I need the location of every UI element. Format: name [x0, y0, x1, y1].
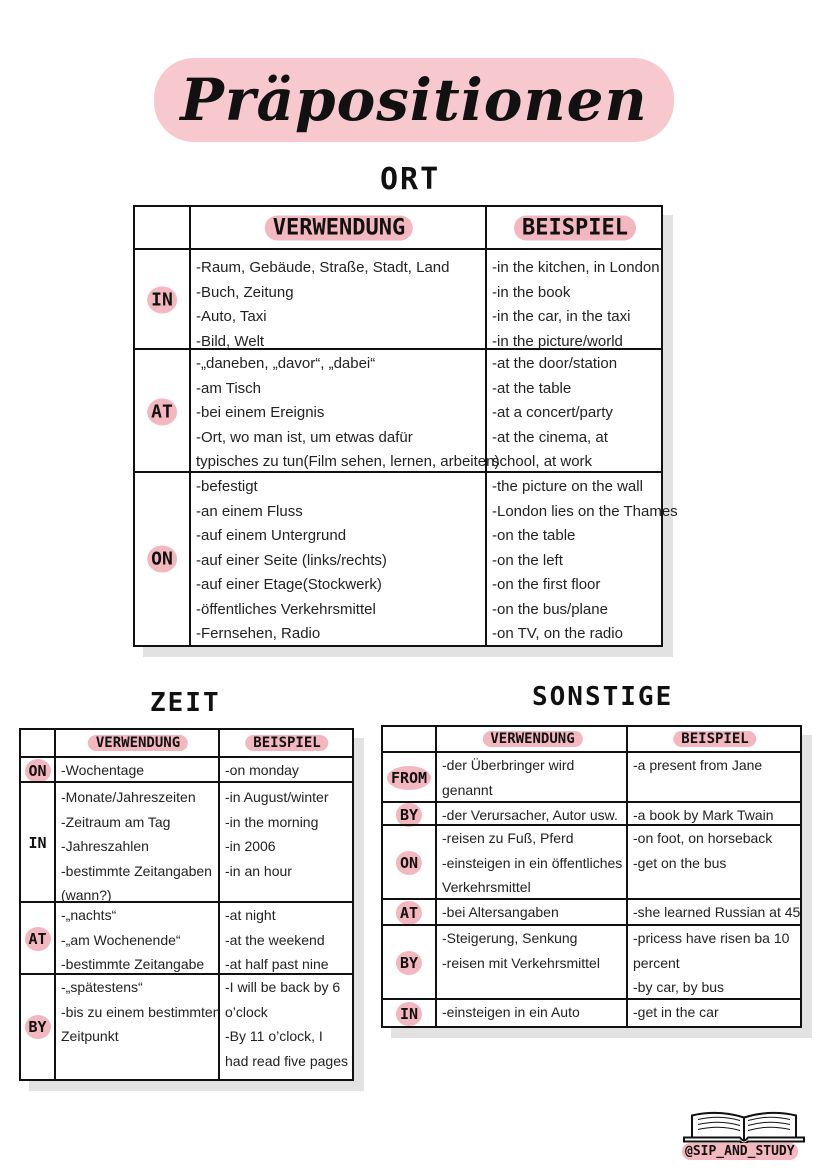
- table-ort: [133, 205, 678, 647]
- page-title: Präpositionen: [154, 58, 673, 142]
- usage-line: -öffentliches Verkehrsmittel: [196, 600, 376, 618]
- usage-list: [442, 926, 626, 975]
- preposition-cell: [135, 473, 189, 645]
- example-line: -at night: [225, 907, 276, 923]
- example-cell: [626, 826, 802, 900]
- preposition-cell: [383, 803, 435, 826]
- example-cell: [626, 753, 802, 803]
- usage-line: -Buch, Zeitung: [196, 283, 294, 301]
- example-line: -get on the bus: [633, 854, 727, 871]
- usage-line: Verkehrsmittel: [442, 879, 531, 895]
- usage-line: -bei einem Ereignis: [196, 404, 325, 421]
- example-line: -on the bus/plane: [492, 600, 608, 618]
- example-cell: [218, 783, 354, 903]
- example-line: -in the car, in the taxi: [492, 308, 631, 325]
- usage-line: -Monate/Jahreszeiten: [61, 789, 196, 805]
- example-line: -in the picture/world: [492, 332, 623, 350]
- usage-cell: [435, 826, 628, 900]
- usage-list: [61, 975, 221, 1049]
- example-line: -at a concert/party: [492, 404, 613, 421]
- usage-line: -befestigt: [196, 478, 258, 495]
- usage-line: Zeitpunkt: [61, 1028, 119, 1044]
- preposition-cell: [383, 753, 435, 803]
- examples-list: [492, 352, 661, 475]
- table-row-from: [383, 751, 800, 803]
- example-cell: [218, 758, 354, 783]
- example-cell: [626, 900, 802, 926]
- usage-line: -reisen zu Fuß, Pferd: [442, 830, 574, 846]
- example-line: -on TV, on the radio: [492, 625, 623, 642]
- usage-line: -Jahreszahlen: [61, 838, 149, 854]
- column-header-verwendung: VERWENDUNG: [88, 735, 188, 751]
- example-line: -get in the car: [633, 1004, 719, 1020]
- table-row-at: [135, 348, 661, 473]
- author-handle: @SIP_AND_STUDY: [682, 1143, 798, 1160]
- header-cell: [485, 207, 663, 248]
- table-row-in: [383, 998, 800, 1027]
- usage-line: -„spätestens“: [61, 979, 143, 995]
- usage-line: -„daneben, „davor“, „dabei“: [196, 355, 376, 372]
- example-cell: [485, 350, 663, 473]
- table-zeit: [19, 728, 354, 1081]
- usage-line: -auf einer Etage(Stockwerk): [196, 576, 382, 593]
- usage-line: -einsteigen in ein öffentliches: [442, 854, 623, 871]
- table-row-on: [135, 471, 678, 645]
- section-heading-sonstige: SONSTIGE: [532, 682, 674, 712]
- column-header-verwendung: VERWENDUNG: [482, 731, 582, 747]
- preposition-cell: [383, 1000, 435, 1027]
- usage-cell: [435, 1000, 628, 1027]
- preposition-badge: BY: [396, 803, 422, 827]
- usage-cell: [435, 900, 628, 926]
- example-line: -on foot, on horseback: [633, 830, 773, 846]
- example-line: -pricess have risen ba 10: [633, 930, 790, 946]
- section-heading-ort: ORT: [380, 162, 441, 197]
- preposition-badge: IN: [147, 287, 177, 314]
- example-line: -By 11 o’clock, I: [225, 1028, 323, 1044]
- example-line: -I will be back by 6: [225, 979, 341, 995]
- table-row-at: [21, 901, 352, 975]
- examples-list: [225, 903, 352, 977]
- example-line: -in 2006: [225, 838, 276, 854]
- header-cell: [21, 730, 54, 756]
- usage-line: -Raum, Gebäude, Straße, Stadt, Land: [196, 259, 450, 276]
- example-line: -she learned Russian at 45: [633, 904, 801, 920]
- preposition-cell: [135, 250, 189, 350]
- example-cell: [626, 1000, 802, 1027]
- preposition-badge: ON: [396, 851, 422, 875]
- column-header-beispiel: BEISPIEL: [245, 735, 328, 751]
- header-cell: [189, 207, 487, 248]
- table-row-by: [383, 924, 800, 1000]
- examples-list: [633, 826, 800, 875]
- preposition-cell: [383, 926, 435, 1000]
- usage-list: [196, 352, 500, 475]
- header-cell: [435, 727, 628, 751]
- example-line: -London lies on the Thames: [492, 502, 678, 520]
- usage-cell: [54, 975, 220, 1079]
- example-line: -at the door/station: [492, 355, 618, 372]
- example-line: -in August/winter: [225, 789, 329, 805]
- example-cell: [485, 250, 663, 350]
- usage-cell: [54, 783, 220, 903]
- examples-list: [633, 1000, 800, 1025]
- usage-line: (wann?): [61, 887, 112, 903]
- column-header-beispiel: BEISPIEL: [514, 215, 636, 240]
- example-line: -by car, by bus: [633, 979, 725, 995]
- example-line: -on monday: [225, 762, 299, 778]
- table-row-on: [383, 824, 800, 900]
- preposition-badge: AT: [396, 901, 422, 925]
- examples-list: [633, 926, 800, 1000]
- example-cell: [485, 473, 678, 645]
- example-line: percent: [633, 954, 680, 971]
- usage-list: [61, 758, 218, 783]
- usage-line: -„am Wochenende“: [61, 931, 181, 948]
- example-line: -at the cinema, at: [492, 428, 608, 446]
- usage-line: -„nachts“: [61, 907, 117, 923]
- table-header-row: [383, 727, 800, 751]
- usage-line: -am Tisch: [196, 379, 262, 397]
- preposition-cell: [383, 826, 435, 900]
- examples-list: [225, 975, 352, 1073]
- preposition-cell: [21, 975, 54, 1079]
- usage-list: [61, 785, 218, 908]
- example-cell: [218, 903, 354, 975]
- usage-cell: [54, 903, 220, 975]
- usage-cell: [435, 753, 628, 803]
- usage-list: [442, 900, 626, 925]
- preposition-badge: FROM: [387, 766, 431, 790]
- column-header-verwendung: VERWENDUNG: [265, 215, 413, 240]
- section-heading-zeit: ZEIT: [150, 688, 221, 718]
- preposition-cell: [21, 783, 54, 903]
- example-line: -in an hour: [225, 862, 292, 879]
- preposition-badge: AT: [147, 398, 177, 425]
- example-line: -a present from Jane: [633, 757, 763, 773]
- usage-cell: [189, 250, 487, 350]
- header-cell: [218, 730, 354, 756]
- usage-line: typisches zu tun(Film sehen, lernen, arbeiten): [196, 453, 500, 470]
- table-row-by: [21, 973, 352, 1079]
- table-row-on: [21, 756, 352, 783]
- example-cell: [626, 803, 802, 826]
- header-cell: [54, 730, 220, 756]
- usage-line: -auf einer Seite (links/rechts): [196, 551, 387, 569]
- header-cell: [135, 207, 189, 248]
- usage-line: -bestimmte Zeitangaben: [61, 862, 212, 879]
- preposition-cell: [135, 350, 189, 473]
- usage-cell: [189, 350, 500, 473]
- example-line: -on the first floor: [492, 576, 601, 593]
- header-cell: [626, 727, 802, 751]
- preposition-badge: AT: [24, 927, 50, 951]
- example-line: -on the left: [492, 551, 563, 569]
- usage-line: -Wochentage: [61, 762, 145, 778]
- table-row-at: [383, 898, 800, 926]
- table-header-row: [21, 730, 352, 756]
- usage-line: -an einem Fluss: [196, 502, 303, 520]
- example-line: -in the kitchen, in London: [492, 259, 660, 276]
- example-line: -on the table: [492, 527, 576, 544]
- examples-list: [633, 900, 800, 925]
- usage-line: genannt: [442, 781, 493, 798]
- example-cell: [218, 975, 354, 1079]
- usage-cell: [54, 758, 220, 783]
- usage-line: -einsteigen in ein Auto: [442, 1004, 580, 1020]
- usage-line: -auf einem Untergrund: [196, 527, 347, 544]
- preposition-badge: IN: [396, 1002, 422, 1026]
- usage-list: [442, 753, 626, 802]
- preposition-cell: [383, 900, 435, 926]
- table-row-by: [383, 801, 800, 826]
- usage-line: -Fernsehen, Radio: [196, 625, 321, 642]
- examples-list: [492, 475, 678, 647]
- usage-cell: [435, 926, 628, 1000]
- example-line: -in the morning: [225, 813, 319, 830]
- preposition-badge: BY: [396, 951, 422, 975]
- usage-cell: [435, 803, 628, 826]
- usage-line: -bei Altersangaben: [442, 904, 559, 920]
- preposition-cell: [21, 758, 54, 783]
- usage-line: -bestimmte Zeitangabe: [61, 956, 205, 972]
- usage-line: -Steigerung, Senkung: [442, 930, 578, 946]
- usage-cell: [189, 473, 487, 645]
- usage-line: -Bild, Welt: [196, 332, 265, 350]
- usage-list: [196, 256, 485, 354]
- table-row-in: [21, 781, 352, 903]
- usage-line: -Ort, wo man ist, um etwas dafür: [196, 428, 413, 446]
- usage-list: [196, 475, 485, 647]
- preposition-badge: IN: [28, 834, 47, 852]
- examples-list: [225, 785, 352, 883]
- page-title-wrap: [0, 58, 828, 142]
- usage-list: [442, 1000, 626, 1025]
- preposition-badge: ON: [147, 546, 177, 573]
- usage-line: -der Verursacher, Autor usw.: [442, 807, 618, 823]
- example-line: -a book by Mark Twain: [633, 807, 774, 823]
- example-line: had read five pages: [225, 1052, 348, 1069]
- usage-line: -Auto, Taxi: [196, 308, 267, 325]
- example-line: -at half past nine: [225, 956, 329, 972]
- table-header-row: [135, 207, 661, 248]
- column-header-beispiel: BEISPIEL: [673, 731, 756, 747]
- usage-line: -der Überbringer wird: [442, 757, 575, 773]
- examples-list: [633, 753, 800, 778]
- usage-list: [61, 903, 218, 977]
- preposition-cell: [21, 903, 54, 975]
- examples-list: [492, 256, 661, 354]
- examples-list: [225, 758, 352, 783]
- example-line: -in the book: [492, 283, 571, 301]
- header-cell: [383, 727, 435, 751]
- example-line: school, at work: [492, 453, 593, 470]
- example-line: -at the weekend: [225, 931, 325, 948]
- usage-line: -bis zu einem bestimmten: [61, 1003, 221, 1020]
- preposition-badge: BY: [24, 1015, 50, 1039]
- example-line: o’clock: [225, 1003, 268, 1020]
- preposition-badge: ON: [24, 759, 50, 783]
- usage-line: -reisen mit Verkehrsmittel: [442, 954, 600, 971]
- example-line: -the picture on the wall: [492, 478, 643, 495]
- table-row-in: [135, 248, 661, 350]
- usage-list: [442, 826, 626, 900]
- example-line: -at the table: [492, 379, 572, 397]
- example-cell: [626, 926, 802, 1000]
- table-sonstige: [381, 725, 802, 1028]
- usage-line: -Zeitraum am Tag: [61, 813, 171, 830]
